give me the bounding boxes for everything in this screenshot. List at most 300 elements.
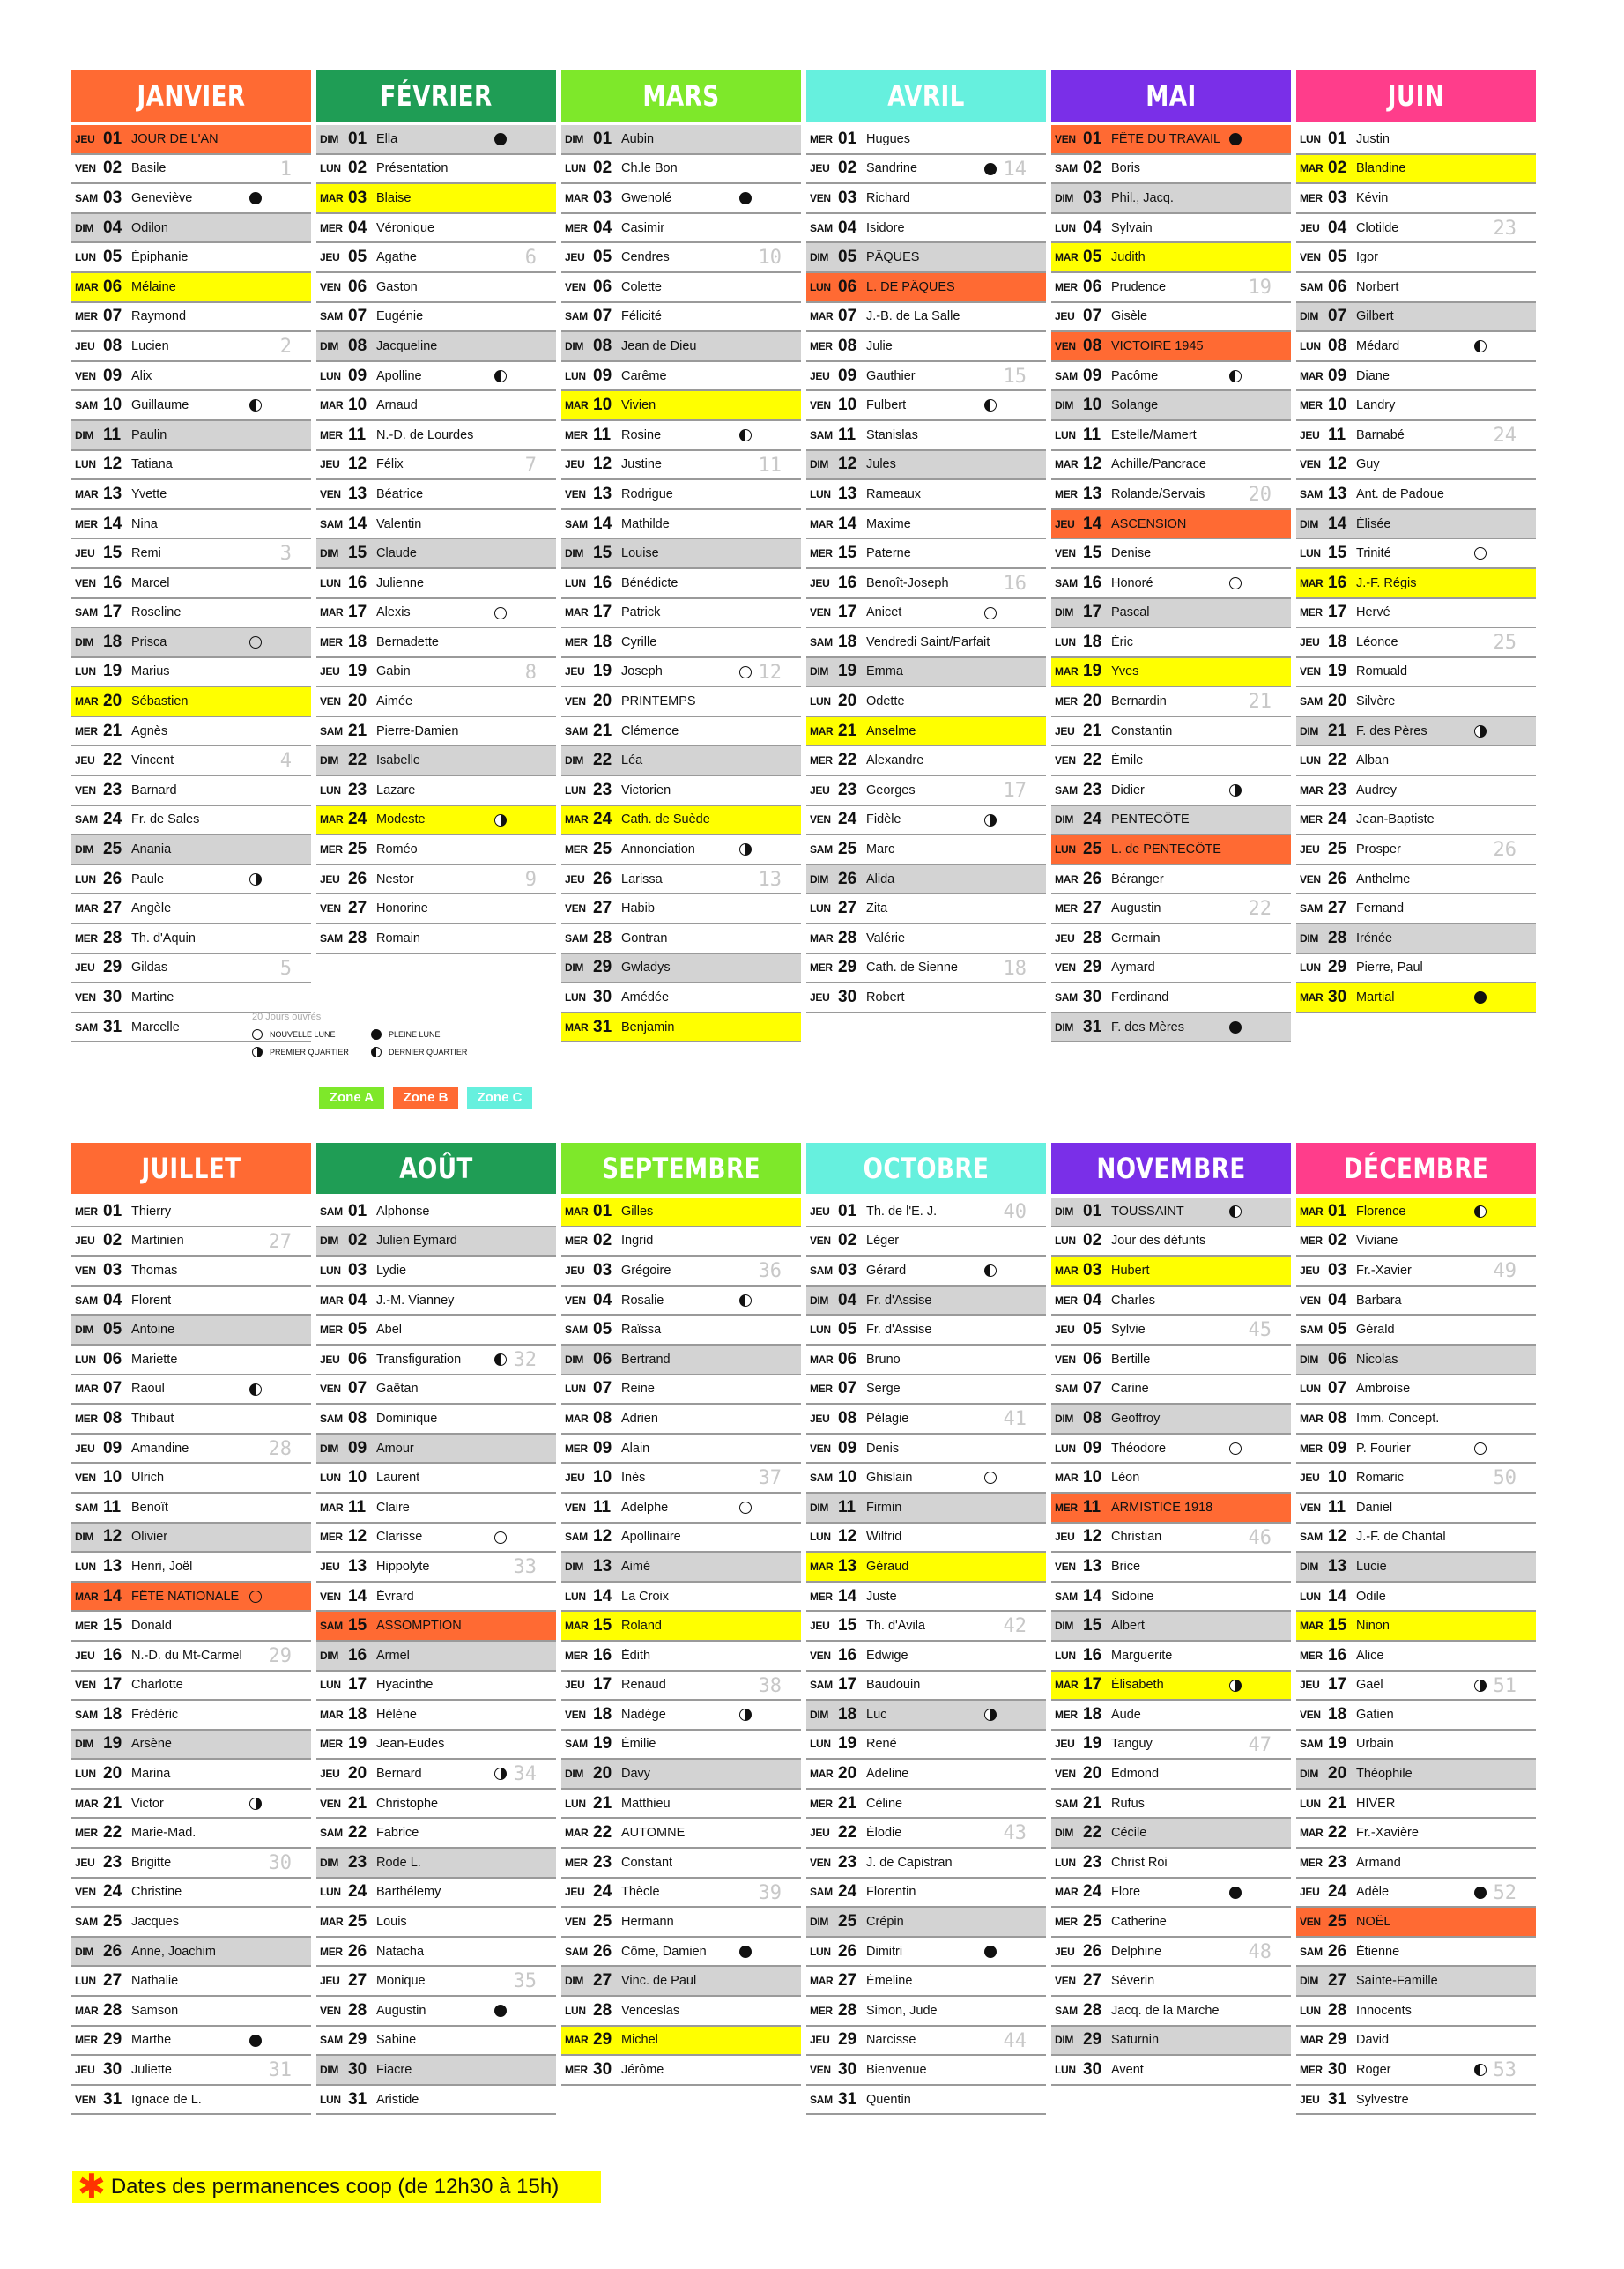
day-number: 16 [838,1645,857,1665]
weekday: VEN [320,1797,341,1810]
worked-days-note: 20 Jours ouvrés [252,1012,322,1022]
day-number: 27 [1328,899,1347,918]
weekday: JEU [565,1264,585,1277]
saint-name: Carine [1111,1382,1149,1397]
day-number: 16 [103,573,122,592]
day-row [806,2027,1046,2057]
day-row [561,1257,801,1287]
day-row [71,362,311,392]
day-row [1051,687,1291,717]
weekday: VEN [1300,1501,1321,1514]
day-row [316,214,556,244]
weekday: DIM [810,665,829,678]
day-row [1296,717,1536,747]
day-row [806,1672,1046,1702]
day-row [71,1879,311,1909]
day-number: 26 [348,869,367,888]
new-moon-icon [739,666,752,678]
weekday: MAR [320,606,344,619]
saint-name: Victor [131,1796,164,1811]
weekday: DIM [75,428,94,441]
saint-name: Brice [1111,1559,1141,1574]
weekday: DIM [810,872,829,886]
day-number: 28 [1083,2000,1102,2020]
saint-name: Julien Eymard [376,1234,457,1249]
day-number: 14 [1083,514,1102,533]
week-number: 9 [524,868,537,891]
day-row [316,687,556,717]
day-number: 20 [1328,692,1347,711]
saint-name: Benjamin [621,1020,675,1034]
weekday: JEU [1055,1945,1075,1958]
saint-name: PRINTEMPS [621,694,696,709]
day-number: 17 [593,1675,612,1694]
saint-name: Gaëtan [376,1382,419,1397]
day-row [316,599,556,629]
day-row [71,806,311,836]
day-number: 23 [838,1852,857,1872]
day-row [316,1346,556,1375]
week-number: 53 [1493,2059,1516,2082]
day-number: 28 [1328,2000,1347,2020]
weekday: JEU [320,1560,340,1573]
saint-name: P. Fourier [1356,1441,1411,1456]
weekday: JEU [810,2034,830,2047]
day-number: 17 [1328,603,1347,622]
weekday: MER [320,843,343,856]
day-number: 04 [1328,218,1347,237]
saint-name: Pascal [1111,605,1150,620]
saint-name: Th. d'Avila [866,1619,925,1634]
day-number: 18 [593,632,612,651]
weekday: LUN [320,369,341,382]
weekday: LUN [1055,2064,1076,2077]
day-number: 02 [593,1231,612,1250]
day-row [561,243,801,273]
saint-name: Marguerite [1111,1648,1173,1663]
day-number: 07 [1083,1379,1102,1398]
day-number: 14 [348,1586,367,1605]
full-moon-icon [249,2035,262,2047]
weekday: VEN [810,1649,831,1662]
full-moon-icon [494,133,507,145]
weekday: JEU [1300,635,1320,649]
saint-name: Nathalie [131,1974,179,1989]
saint-name: Henri, Joël [131,1559,193,1574]
day-row [71,717,311,747]
saint-name: Émeline [866,1974,913,1989]
weekday: VEN [810,2064,831,2077]
saint-name: René [866,1737,897,1752]
day-row [316,835,556,865]
day-row [1051,2056,1291,2086]
saint-name: Sandrine [866,161,918,176]
day-row [71,1849,311,1879]
day-row [316,1257,556,1287]
saint-name: Jacq. de la Marche [1111,2003,1220,2018]
weekday: LUN [75,251,96,264]
weekday: SAM [1055,2004,1078,2017]
weekday: DIM [1055,1827,1074,1840]
day-number: 31 [103,2089,122,2109]
day-row [316,1375,556,1405]
week-number: 17 [1003,780,1027,803]
saint-name: Adrien [621,1411,658,1426]
weekday: LUN [75,1975,96,1988]
day-row [806,125,1046,155]
saint-name: Cath. de Suède [621,812,710,827]
weekday: VEN [810,399,831,412]
day-row [1296,894,1536,924]
day-row [561,1701,801,1731]
day-row [806,1612,1046,1642]
saint-name: Élisée [1356,516,1391,531]
week-number: 36 [758,1260,782,1283]
day-number: 12 [593,1527,612,1546]
day-row [1051,1494,1291,1524]
day-number: 02 [1328,1231,1347,1250]
day-row [561,303,801,333]
day-row [316,1760,556,1790]
saint-name: Marie-Mad. [131,1826,197,1841]
saint-name: Bertrand [621,1352,671,1367]
day-number: 18 [348,632,367,651]
saint-name: Venceslas [621,2003,680,2018]
day-number: 17 [593,603,612,622]
full-moon-icon [984,163,997,175]
saint-name: Armel [376,1648,410,1663]
weekday: DIM [75,1945,94,1958]
weekday: DIM [565,339,584,352]
day-row [1051,273,1291,303]
day-number: 18 [348,1704,367,1724]
weekday: MER [320,221,343,234]
day-number: 22 [103,1823,122,1843]
weekday: DIM [1300,1353,1319,1366]
saint-name: Thibaut [131,1411,174,1426]
day-row [806,1494,1046,1524]
week-number: 27 [268,1230,292,1253]
day-number: 10 [1083,396,1102,415]
day-row [71,776,311,806]
day-row [1296,1967,1536,1997]
saint-name: Matthieu [621,1796,671,1811]
day-number: 29 [1083,2030,1102,2050]
day-row [316,1879,556,1909]
saint-name: Honoré [1111,575,1153,590]
day-number: 20 [838,692,857,711]
day-row [806,1731,1046,1761]
day-row [1051,155,1291,185]
week-number: 35 [513,1970,537,1993]
day-row [806,1642,1046,1672]
weekday: VEN [810,606,831,619]
weekday: MAR [75,2004,99,2017]
day-number: 16 [348,1645,367,1665]
month-header [561,1143,801,1194]
day-number: 21 [593,1793,612,1813]
saint-name: Bénédicte [621,575,679,590]
saint-name: Donald [131,1619,172,1634]
weekday: JEU [1300,428,1320,441]
weekday: SAM [810,1679,833,1692]
day-number: 03 [348,1260,367,1279]
zone-b: Zone B [393,1087,458,1109]
saint-name: Bernardin [1111,694,1167,709]
week-number: 42 [1003,1615,1027,1638]
day-row [806,894,1046,924]
saint-name: Hermann [621,1915,674,1930]
weekday: LUN [810,487,831,501]
day-row [1296,628,1536,658]
full-moon-icon [1229,133,1242,145]
saint-name: Saturnin [1111,2033,1160,2048]
day-number: 13 [593,1556,612,1576]
week-number: 34 [513,1763,537,1786]
day-row [71,451,311,481]
week-number: 10 [758,247,782,270]
day-number: 16 [1083,573,1102,592]
weekday: LUN [1300,1383,1321,1396]
day-number: 13 [593,484,612,503]
day-row [806,954,1046,984]
weekday: SAM [320,310,343,323]
weekday: MER [810,2004,833,2017]
weekday: LUN [75,665,96,678]
day-row [1051,184,1291,214]
day-row [561,835,801,865]
day-row [561,1553,801,1583]
day-number: 19 [838,662,857,681]
saint-name: Léon [1111,1471,1140,1486]
day-number: 05 [103,1320,122,1339]
saint-name: Épiphanie [131,250,189,265]
saint-name: Geoffroy [1111,1411,1161,1426]
day-number: 05 [103,248,122,267]
day-row [1296,776,1536,806]
weekday: LUN [565,991,586,1005]
day-number: 04 [103,218,122,237]
day-row [316,1849,556,1879]
saint-name: Roland [621,1619,662,1634]
day-number: 27 [1083,1971,1102,1991]
weekday: DIM [810,1708,829,1721]
saint-name: Côme, Damien [621,1944,707,1959]
saint-name: Édith [621,1648,651,1663]
day-number: 14 [1328,514,1347,533]
saint-name: Ferdinand [1111,990,1169,1005]
day-number: 07 [1083,307,1102,326]
day-row [1051,510,1291,540]
weekday: DIM [1055,2034,1074,2047]
saint-name: Jean-Baptiste [1356,812,1435,827]
day-row [71,894,311,924]
day-row [71,332,311,362]
weekday: LUN [565,162,586,175]
weekday: SAM [1300,280,1323,293]
saint-name: Rufus [1111,1796,1145,1811]
month-header [1051,1143,1291,1194]
weekday: SAM [1055,991,1078,1005]
saint-name: Claude [376,546,417,561]
day-row [806,806,1046,836]
weekday: MAR [320,1708,344,1721]
month-title: JANVIER [137,79,246,113]
day-row [71,599,311,629]
saint-name: Trinité [1356,546,1391,561]
weekday: DIM [1055,813,1074,827]
day-row [806,184,1046,214]
day-row [316,2086,556,2116]
day-number: 19 [103,662,122,681]
weekday: MER [1055,1916,1078,1929]
day-row [1296,865,1536,895]
weekday: MAR [1055,872,1079,886]
saint-name: Claire [376,1500,410,1515]
week-number: 11 [758,454,782,477]
day-number: 02 [103,1231,122,1250]
day-row [1051,1375,1291,1405]
saint-name: Nina [131,516,158,531]
weekday: MER [75,1620,98,1633]
saint-name: Crépin [866,1915,904,1930]
saint-name: Aristide [376,2092,419,2107]
weekday: MER [75,1827,98,1840]
day-row [1296,1790,1536,1820]
saint-name: Th. d'Aquin [131,931,196,945]
weekday: SAM [1055,369,1078,382]
day-number: 27 [838,899,857,918]
day-number: 24 [1328,810,1347,829]
day-row [1296,2086,1536,2116]
weekday: JEU [565,1679,585,1692]
saint-name: Modeste [376,812,426,827]
month-0 [71,70,311,1042]
day-number: 25 [1083,1912,1102,1932]
day-row [1296,1405,1536,1435]
saint-name: Landry [1356,398,1396,413]
day-row [561,776,801,806]
weekday: SAM [1300,1945,1323,1958]
weekday: LUN [565,1590,586,1603]
day-number: 21 [348,1793,367,1813]
week-number: 20 [1248,484,1272,507]
weekday: SAM [1055,1383,1078,1396]
day-row [71,658,311,688]
footer-text: Dates des permanences coop (de 12h30 à 15h) [110,2175,560,2199]
day-row [316,569,556,599]
saint-name: Angèle [131,901,172,916]
day-row [316,451,556,481]
saint-name: Armand [1356,1855,1401,1870]
weekday: MAR [810,1560,834,1573]
month-header [1296,70,1536,122]
day-number: 22 [103,751,122,770]
weekday: DIM [320,132,339,145]
day-number: 04 [1083,218,1102,237]
day-number: 02 [348,159,367,178]
saint-name: Odette [866,694,905,709]
saint-name: Barthélemy [376,1885,441,1900]
day-row [561,1612,801,1642]
saint-name: Charlotte [131,1678,183,1693]
saint-name: Félicité [621,309,662,324]
weekday: JEU [810,991,830,1005]
saint-name: HIVER [1356,1796,1396,1811]
day-row [1296,214,1536,244]
day-row [71,243,311,273]
day-number: 10 [1083,1468,1102,1487]
day-row [1296,806,1536,836]
saint-name: Odile [1356,1589,1386,1604]
saint-name: Jules [866,457,896,472]
weekday: MER [320,1324,343,1337]
day-number: 17 [348,603,367,622]
day-row [316,510,556,540]
first-moon-icon [1474,1680,1487,1692]
day-number: 22 [1083,1823,1102,1843]
day-number: 12 [348,1527,367,1546]
week-number: 22 [1248,898,1272,921]
day-row [561,1967,801,1997]
weekday: SAM [810,1886,833,1899]
saint-name: Cath. de Sienne [866,960,958,975]
weekday: LUN [320,1679,341,1692]
saint-name: Fidèle [866,812,901,827]
week-number: 41 [1003,1408,1027,1431]
legend-last-quarter: DERNIER QUARTIER [371,1043,490,1061]
day-row [561,451,801,481]
day-row [71,1524,311,1553]
saint-name: Julie [866,338,893,353]
day-row [71,1731,311,1761]
week-number: 21 [1248,691,1272,714]
month-title: OCTOBRE [863,1152,990,1185]
day-number: 14 [103,514,122,533]
weekday: MER [1300,813,1323,827]
month-header [806,70,1046,122]
day-row [71,1612,311,1642]
footer-note [72,2169,601,2206]
day-row [1051,954,1291,984]
day-number: 24 [103,1882,122,1902]
weekday: VEN [75,1264,96,1277]
day-row [316,391,556,421]
day-row [806,1553,1046,1583]
day-number: 01 [348,129,367,148]
day-number: 09 [1328,366,1347,385]
day-row [316,1227,556,1257]
weekday: JEU [565,251,585,264]
day-row [71,391,311,421]
weekday: VEN [75,991,96,1005]
day-number: 08 [1083,336,1102,355]
full-moon-icon [1474,1887,1487,1899]
saint-name: Lydie [376,1263,407,1278]
month-8 [561,1143,801,2115]
weekday: JEU [75,547,95,560]
day-row [1051,983,1291,1013]
saint-name: Edwige [866,1648,908,1663]
weekday: SAM [810,428,833,441]
day-number: 07 [348,307,367,326]
saint-name: Didier [1111,782,1145,797]
day-row [1051,865,1291,895]
day-row [806,628,1046,658]
day-number: 16 [593,573,612,592]
weekday: DIM [1055,1412,1074,1425]
saint-name: Christophe [376,1796,439,1811]
